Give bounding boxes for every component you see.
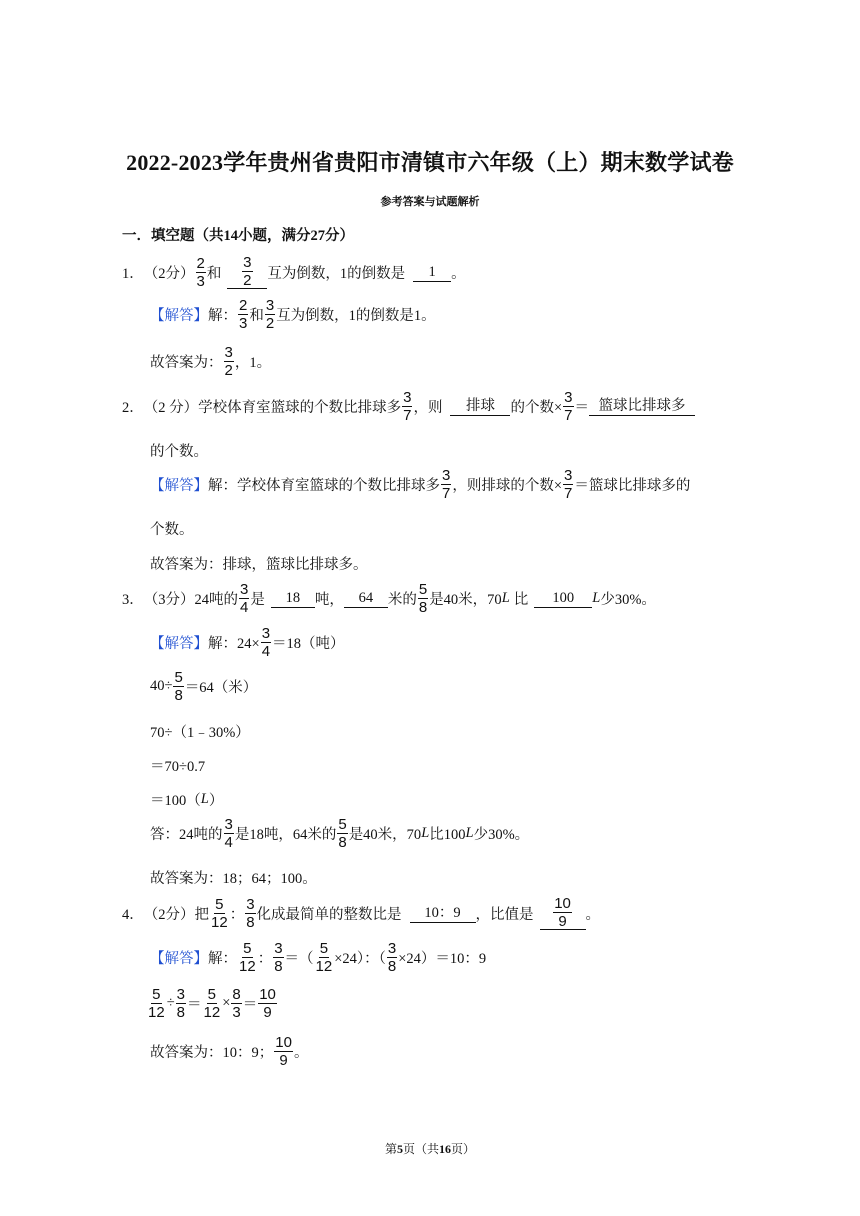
section-heading: 一．填空题（共14小题，满分27分） [122,228,354,244]
question-2: 2． （2 分） 学校体育室篮球的个数比排球多 3 7 ，则 排球 的个数× $\frac{3}{7}$ ＝ 篮球比排球多 [122,390,695,423]
page-subtitle: 参考答案与试题解析 [380,196,480,208]
page-title: 2022-2023学年贵州省贵阳市清镇市六年级（上）期末数学试卷 [126,150,734,175]
question-1: 1． （2分） 2 3 和 $\frac{3}{2}$ 互为倒数，1的倒数是 1 。 [122,254,466,290]
answer-blank: 64 [344,589,388,608]
answer-blank: 10：9 [410,904,476,923]
answer-blank: 100 [534,589,592,608]
answer-2: 故答案为：排球，篮球比排球多。 [150,557,368,573]
answer-blank: 篮球比排球多 [589,397,695,416]
page-footer: 第5页（共16页） [384,1142,476,1156]
solution-3: 【解答】 解：24× $\frac{3}{4}$ ＝18（吨） [150,625,345,660]
answer-1: 故答案为： 3 2 ，1。 [150,344,272,379]
solution-2: 【解答】 解：学校体育室篮球的个数比排球多 3 7 ，则排球的个数× $\frac{3}{7}$ ＝篮球比排球多的 [150,467,691,502]
solution-1: 【解答】 解： 2 3 和 3 2 互为倒数，1的倒数是1。 [150,297,436,332]
answer-blank: 排球 [450,397,510,416]
answer-blank: 18 [271,589,315,608]
answer-blank: 1 [413,263,451,282]
solution-4: 【解答】 解： 5 12 ： 3 8 ＝（ $\frac{5}{12}$ ×24）：（ $\frac{3}{8}$ ×24）＝10：9 [150,940,487,975]
question-4: 4． （2分） 把 5 12 ： 3 8 化成最简单的整数比是 10：9 ，比值是 $\frac{10}{9}$ 。 [122,895,601,931]
answer-blank: $\frac{10}{9}$ [540,896,586,930]
question-3: 3． （3分） 24吨的 3 4 是 18 吨， 64 米的 5 8 是40米，70 L 比 100 L 少30%。 [122,581,656,616]
solution-tag: 【解答】 [150,308,208,324]
fraction: 2 3 [196,254,205,290]
answer-4: 故答案为：10：9； 10 9 。 [150,1034,309,1069]
answer-blank: $\frac{3}{2}$ [227,255,267,289]
answer-3: 故答案为：18；64；100。 [150,871,317,887]
